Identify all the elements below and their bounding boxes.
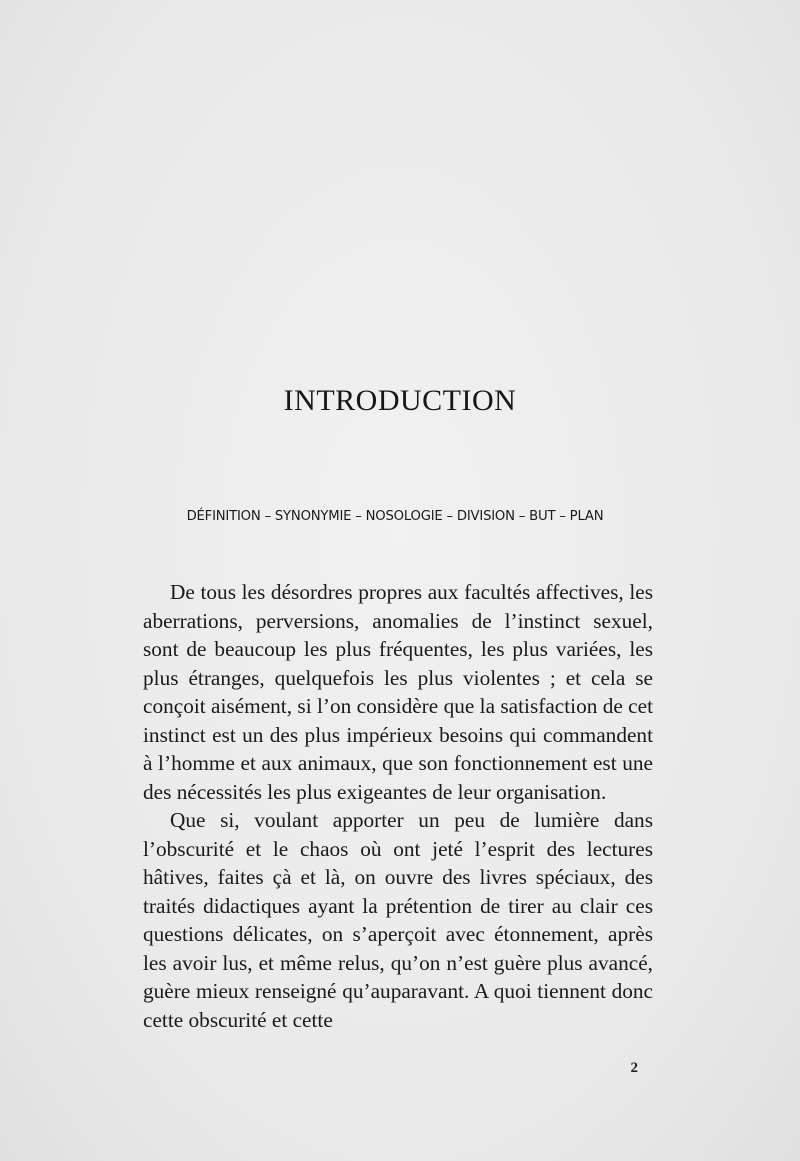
paragraph-2: Que si, voulant apporter un peu de lumière dans l’obscurité et le chaos où ont jeté l’esprit des lectures hâtives, faites çà et là, on ouvre des livres spéciaux, des traités didactiques ayant la prétention de tirer au clair ces questions délicates, on s’aperçoit avec étonnement, après les avoir lus, et même relus, qu’on n’est guère plus avancé, guère mieux renseigné qu’auparavant. A quoi tiennent donc cette obscurité et cette bbox=[143, 808, 653, 1032]
page-number: 2 bbox=[630, 1060, 638, 1076]
chapter-subtitle: DÉFINITION – SYNONYMIE – NOSOLOGIE – DIVISION – BUT – PLAN bbox=[186, 509, 604, 524]
paragraph-1: De tous les désordres propres aux facultés affectives, les aberrations, perversions, anomalies de l’instinct sexuel, sont de beaucoup les plus fréquentes, les plus variées, les plus étranges, quelquefois les plus violentes ; et cela se conçoit aisément, si l’on considère que la satisfaction de cet instinct est un des plus impérieux besoins qui commandent à l’homme et aux animaux, que son fonctionnement est une des nécessités les plus exigeantes de leur organisation. bbox=[143, 580, 653, 804]
body-text bbox=[143, 578, 653, 1034]
chapter-title: INTRODUCTION bbox=[283, 384, 517, 417]
